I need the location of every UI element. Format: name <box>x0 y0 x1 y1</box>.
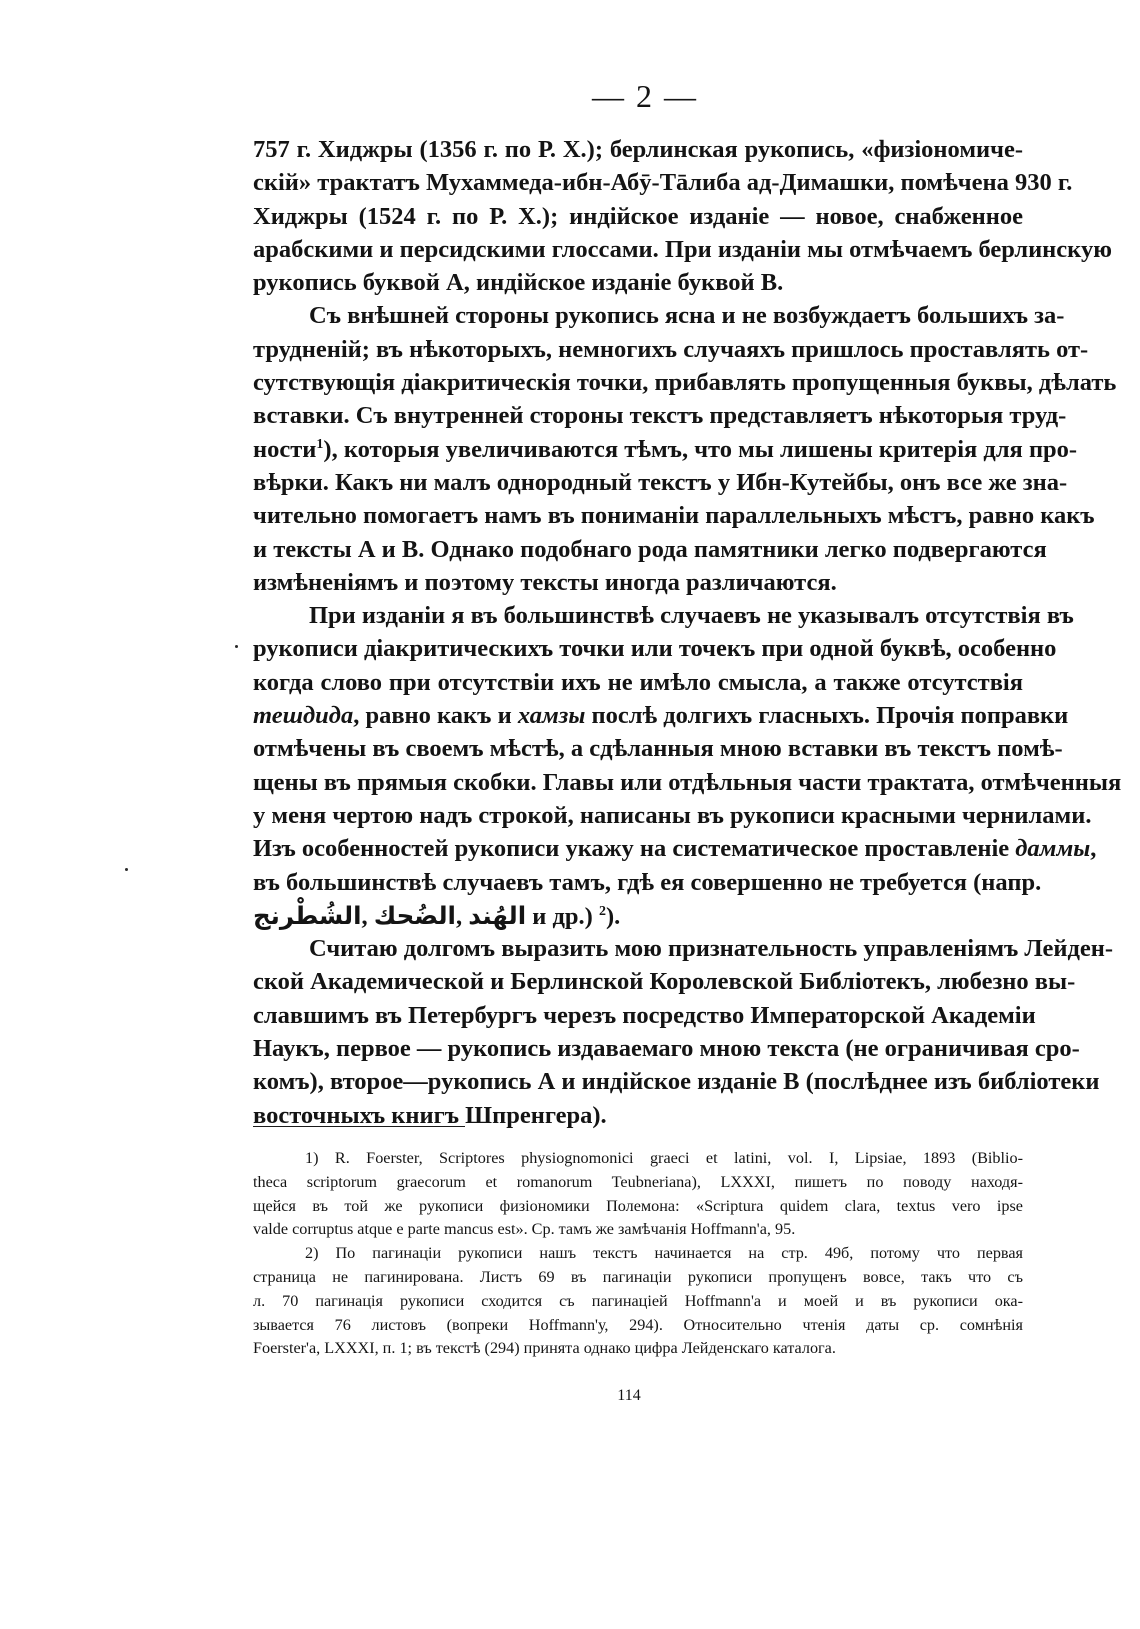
italic-term: тешдида <box>253 702 354 730</box>
text-line: трудненій; въ нѣкоторыхъ, немногихъ случаяхъ пришлось проставлять от- <box>253 335 1089 363</box>
text-line: 757 г. Хиджры (1356 г. по Р. X.); берлинская рукопись, «физіономиче- <box>253 136 1023 163</box>
text-line: вѣрки. Какъ ни малъ однородный текстъ у Ибн-Кутейбы, онъ все же зна- <box>253 468 1068 496</box>
text-line: ской Академической и Берлинской Королевской Библіотекъ, любезно вы- <box>253 968 1076 996</box>
text-fragment: , <box>1090 835 1097 863</box>
text-line: Считаю долгомъ выразить мою признательность управленіямъ Лейден- <box>309 935 1114 963</box>
text-line: Хиджры (1524 г. по Р. X.); индійское изданіе — новое, снабженное <box>253 202 1023 230</box>
page-number: — 2 — <box>592 78 698 114</box>
text-line: рукопись буквой А, индійское изданіе буквой В. <box>253 269 784 297</box>
footnote-1-line: theca scriptorum graecorum et romanorum Teubneriana), LXXXI, пишетъ по поводу находя- <box>253 1172 1023 1191</box>
text-line: сутствующія діакритическія точки, прибавлять пропущенныя буквы, дѣлать <box>253 369 1117 397</box>
text-line: чительно помогаетъ намъ въ пониманіи параллельныхъ мѣстъ, равно какъ <box>253 502 1095 530</box>
footnote-separator <box>253 1126 465 1127</box>
text-line: восточныхъ книгъ Шпренгера). <box>253 1101 607 1129</box>
arabic-examples-line: الشُطْرنج, الضُحك, الهُند и др.) $^2$). <box>253 900 621 930</box>
text-fragment: ности <box>253 435 317 463</box>
text-fragment: Изъ особенностей рукописи укажу на систематическое проставленіе <box>253 835 1016 863</box>
footnote-2-line: л. 70 пагинація рукописи сходится съ пагинаціей Hoffmann'а и моей и въ рукописи ока- <box>253 1291 1023 1310</box>
scan-speck <box>125 868 128 871</box>
text-line: комъ), второе—рукопись А и индійское изданіе В (послѣднее изъ библіотеки <box>253 1068 1100 1096</box>
text-line: щены въ прямыя скобки. Главы или отдѣльныя части трактата, отмѣченныя <box>253 768 1122 796</box>
footnote-1-line: valde corruptus atque e parte mancus est». Ср. тамъ же замѣчанія Hoffmann'а, 95. <box>253 1220 796 1239</box>
text-line: въ большинствѣ случаевъ тамъ, гдѣ ея совершенно не требуется (напр. <box>253 868 1042 896</box>
footnote-1-line: щейся въ той же рукописи физіономики Полемона: «Scriptura quidem clara, textus vero ipse <box>253 1196 1023 1215</box>
footnote-ref-2[interactable]: 2 <box>598 903 606 919</box>
text-line: когда слово при отсутствіи ихъ не имѣло смысла, а также отсутствія <box>253 668 1023 696</box>
text-line: у меня чертою надъ строкой, написаны въ рукописи красными чернилами. <box>253 801 1092 829</box>
text-fragment: , равно какъ и <box>353 702 518 730</box>
text-line: славшимъ въ Петербургъ черезъ посредство Императорской Академіи <box>253 1001 1036 1029</box>
text-line: Наукъ, первое — рукопись издаваемаго мною текста (не ограничивая сро- <box>253 1035 1080 1063</box>
text-line: арабскими и персидскими глоссами. При изданіи мы отмѣчаемъ берлинскую <box>253 235 1112 263</box>
body-text <box>253 133 1122 1132</box>
arabic-word: الضُحك <box>373 900 456 930</box>
text-line: отмѣчены въ своемъ мѣстѣ, а сдѣланныя мною вставки въ текстъ помѣ- <box>253 735 1063 763</box>
text-line: и тексты А и В. Однако подобнаго рода памятники легко подвергаются <box>253 535 1047 563</box>
footnote-2-line: зывается 76 листовъ (вопреки Hoffmann'у, 294). Относительно чтенія даты ср. сомнѣнія <box>253 1315 1023 1334</box>
text-line: Съ внѣшней стороны рукопись ясна и не возбуждаетъ большихъ за- <box>309 302 1065 330</box>
footnote-ref-1[interactable]: 1 <box>316 436 324 452</box>
text-line <box>253 433 1078 466</box>
text-line: вставки. Съ внутренней стороны текстъ представляетъ нѣкоторыя труд- <box>253 402 1067 430</box>
signature-mark: 114 <box>617 1387 641 1404</box>
text-fragment: послѣ долгихъ гласныхъ. Прочія поправки <box>585 702 1069 730</box>
footnote-1-line: 1) R. Foerster, Scriptores physiognomonici graeci et latini, vol. I, Lipsiae, 1893 (Biblio- <box>305 1149 1023 1167</box>
italic-term: хамзы <box>517 702 586 730</box>
text-fragment: и др.) <box>532 902 593 930</box>
arabic-word: الهُند <box>468 900 527 930</box>
text-line: При изданіи я въ большинствѣ случаевъ не указывалъ отсутствія въ <box>309 602 1074 630</box>
text-fragment: ), которыя увеличиваются тѣмъ, что мы лишены критерія для про- <box>323 435 1078 463</box>
arabic-word: الشُطْرنج <box>253 900 362 930</box>
footnotes <box>253 1147 1023 1361</box>
scan-speck <box>235 645 238 648</box>
italic-term: даммы <box>1015 835 1091 863</box>
text-line <box>253 699 1069 732</box>
text-line: скій» трактатъ Мухаммеда-ибн-Абӯ-Тāлиба ад-Димашки, помѣчена 930 г. <box>253 169 1073 197</box>
footnote-2-line: страница не пагинирована. Листъ 69 въ пагинаціи рукописи пропущенъ вовсе, такъ что съ <box>253 1267 1023 1286</box>
text-line <box>253 832 1097 865</box>
footnote-2-line: Foerster'а, LXXXI, п. 1; въ текстѣ (294) принята однако цифра Лейденскаго каталога. <box>253 1339 836 1358</box>
text-line: рукописи діакритическихъ точки или точекъ при одной буквѣ, особенно <box>253 635 1057 663</box>
text-line: измѣненіямъ и поэтому тексты иногда различаются. <box>253 568 837 596</box>
text-fragment: ). <box>605 902 621 930</box>
footnote-2-line: 2) По пагинаціи рукописи нашъ текстъ начинается на стр. 49б, потому что первая <box>305 1244 1023 1263</box>
